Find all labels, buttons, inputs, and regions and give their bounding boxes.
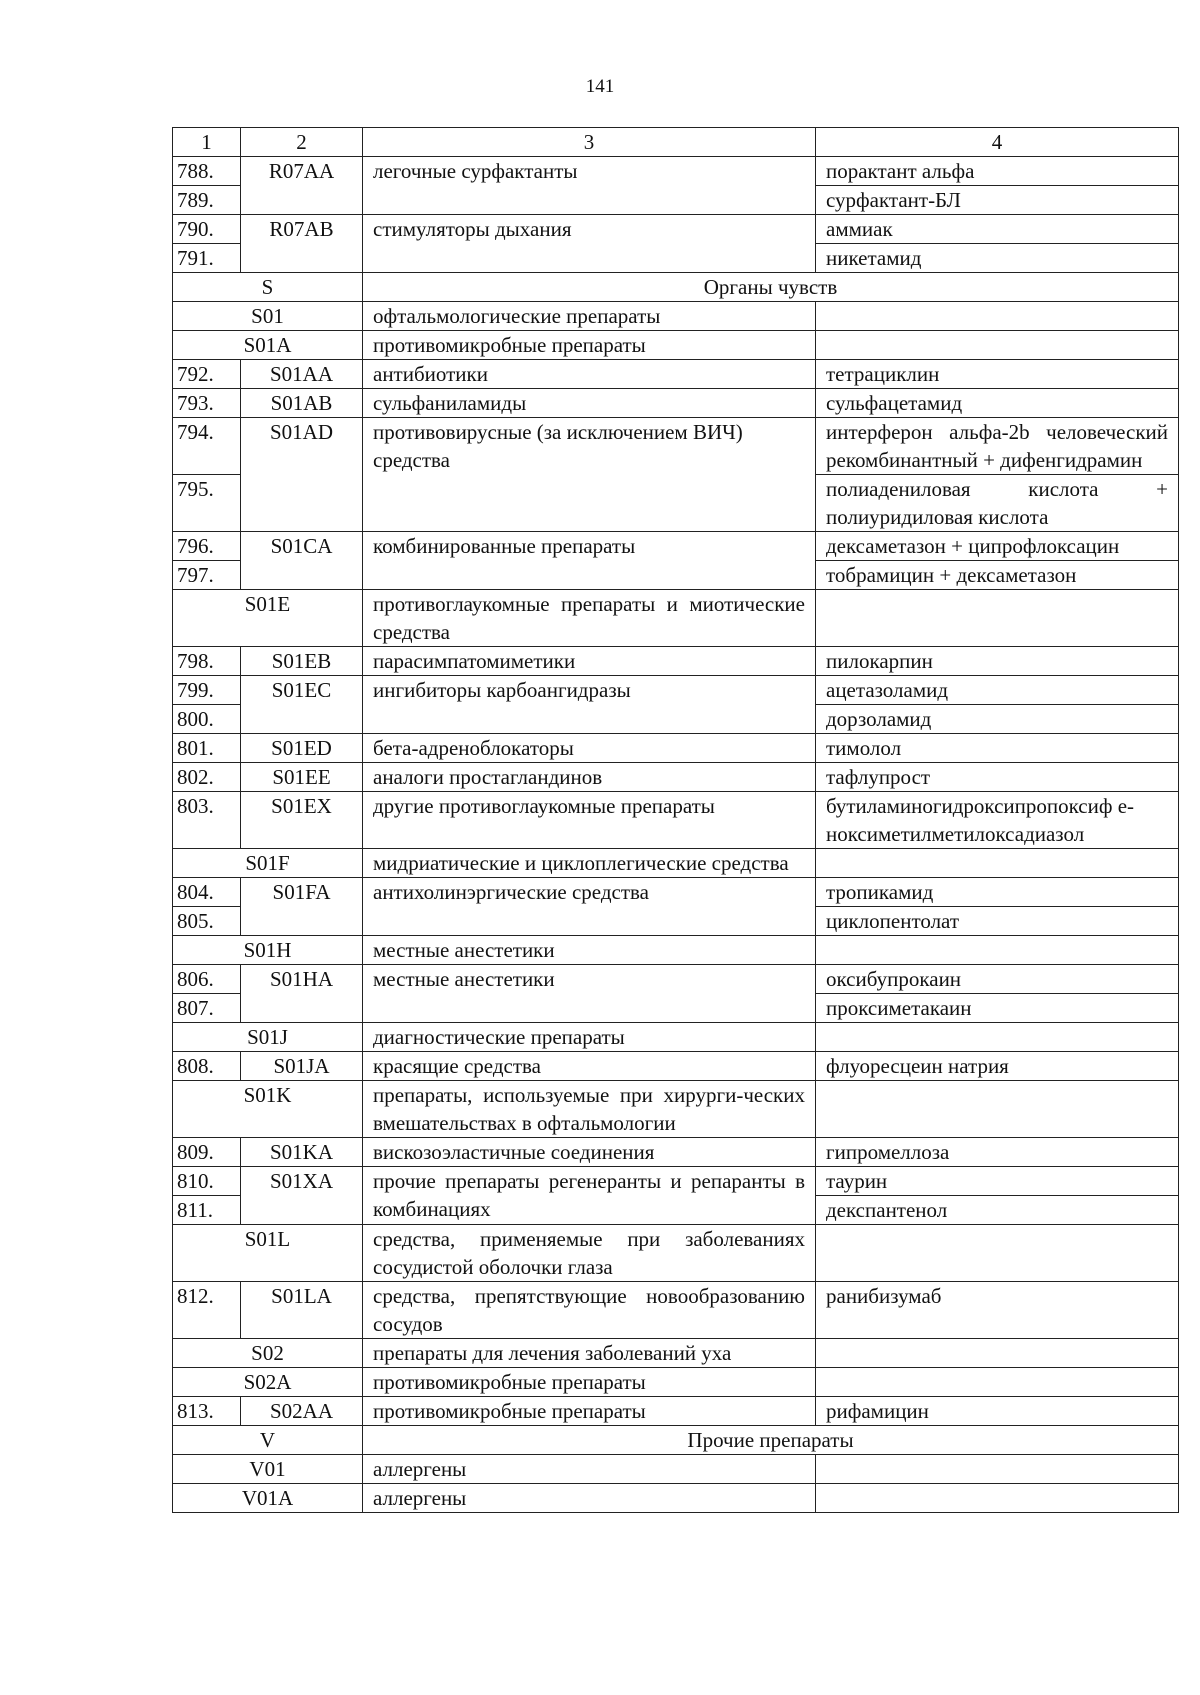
atc-code: S01EB: [241, 647, 363, 676]
section-code: S: [173, 273, 363, 302]
table-row: [173, 878, 1179, 907]
group-name: парасимпатомиметики: [363, 647, 816, 676]
subgroup-code: S01H: [173, 936, 363, 965]
row-number: 794.: [173, 418, 241, 475]
drug-name: таурин: [816, 1167, 1179, 1196]
row-number: 810.: [173, 1167, 241, 1196]
subgroup-row: [173, 849, 1179, 878]
table-row: [173, 186, 1179, 215]
subgroup-row: [173, 1023, 1179, 1052]
drug-name: порактант альфа: [816, 157, 1179, 186]
section-title: Органы чувств: [363, 273, 1179, 302]
drug-name: сульфацетамид: [816, 389, 1179, 418]
empty-cell: [816, 1339, 1179, 1368]
subgroup-row: [173, 1455, 1179, 1484]
subgroup-name: офтальмологические препараты: [363, 302, 816, 331]
subgroup-code: S02A: [173, 1368, 363, 1397]
atc-code: S01XA: [241, 1167, 363, 1225]
page-number: 141: [585, 76, 615, 97]
atc-code-empty: [241, 186, 363, 215]
header-row: [173, 128, 1179, 157]
table-row: [173, 532, 1179, 561]
row-number: 806.: [173, 965, 241, 994]
subgroup-code: S01J: [173, 1023, 363, 1052]
row-number: 796.: [173, 532, 241, 561]
atc-code-empty: [241, 994, 363, 1023]
table-row: [173, 1167, 1179, 1196]
drug-name: флуоресцеин натрия: [816, 1052, 1179, 1081]
group-name: антихолинэргические средства: [363, 878, 816, 907]
atc-code: S01EE: [241, 763, 363, 792]
drug-name: проксиметакаин: [816, 994, 1179, 1023]
table-row: [173, 360, 1179, 389]
drug-name: никетамид: [816, 244, 1179, 273]
drug-name: гипромеллоза: [816, 1138, 1179, 1167]
row-number: 802.: [173, 763, 241, 792]
atc-code: R07AB: [241, 215, 363, 244]
subgroup-code: S01K: [173, 1081, 363, 1138]
row-number: 811.: [173, 1196, 241, 1225]
row-number: 800.: [173, 705, 241, 734]
group-name-empty: [363, 244, 816, 273]
atc-code-empty: [241, 244, 363, 273]
group-name-empty: [363, 705, 816, 734]
empty-cell: [816, 1484, 1179, 1513]
drug-name: тетрациклин: [816, 360, 1179, 389]
group-name: сульфаниламиды: [363, 389, 816, 418]
subgroup-row: [173, 1484, 1179, 1513]
row-number: 801.: [173, 734, 241, 763]
header-col-1: 1: [173, 128, 241, 157]
table-row: [173, 1052, 1179, 1081]
drug-name: рифамицин: [816, 1397, 1179, 1426]
table-row: [173, 647, 1179, 676]
drug-name: бутиламиногидроксипропоксиф е-ноксиметилметилоксадиазол: [816, 792, 1179, 849]
table-row: [173, 705, 1179, 734]
subgroup-row: [173, 590, 1179, 647]
subgroup-name: противомикробные препараты: [363, 1368, 816, 1397]
drug-name: ранибизумаб: [816, 1282, 1179, 1339]
header-col-3: 3: [363, 128, 816, 157]
group-name: противомикробные препараты: [363, 1397, 816, 1426]
atc-code-empty: [241, 475, 363, 532]
group-name: другие противоглаукомные препараты: [363, 792, 816, 849]
table-row: [173, 475, 1179, 532]
atc-code: S01JA: [241, 1052, 363, 1081]
drug-name: тобрамицин + дексаметазон: [816, 561, 1179, 590]
row-number: 792.: [173, 360, 241, 389]
subgroup-name: препараты для лечения заболеваний уха: [363, 1339, 816, 1368]
subgroup-code: S01: [173, 302, 363, 331]
subgroup-name: противомикробные препараты: [363, 331, 816, 360]
row-number: 799.: [173, 676, 241, 705]
group-name: противовирусные (за исключением ВИЧ) средства: [363, 418, 816, 475]
atc-code: S01LA: [241, 1282, 363, 1339]
subgroup-code: S01A: [173, 331, 363, 360]
drug-name: сурфактант-БЛ: [816, 186, 1179, 215]
atc-code: S01AA: [241, 360, 363, 389]
drug-name: дорзоламид: [816, 705, 1179, 734]
drug-name: оксибупрокаин: [816, 965, 1179, 994]
drug-name: полиадениловая кислота + полиуридиловая кислота: [816, 475, 1179, 532]
row-number: 805.: [173, 907, 241, 936]
subgroup-code: S01L: [173, 1225, 363, 1282]
atc-code: S01KA: [241, 1138, 363, 1167]
subgroup-row: [173, 1225, 1179, 1282]
table-row: [173, 389, 1179, 418]
group-name-empty: [363, 907, 816, 936]
atc-code: R07AA: [241, 157, 363, 186]
table-row: [173, 1138, 1179, 1167]
row-number: 790.: [173, 215, 241, 244]
atc-code: S01CA: [241, 532, 363, 561]
subgroup-row: [173, 936, 1179, 965]
table-row: [173, 994, 1179, 1023]
row-number: 788.: [173, 157, 241, 186]
row-number: 808.: [173, 1052, 241, 1081]
group-name: легочные сурфактанты: [363, 157, 816, 186]
subgroup-name: препараты, используемые при хирурги-ческих вмешательствах в офтальмологии: [363, 1081, 816, 1138]
subgroup-name: средства, применяемые при заболеваниях сосудистой оболочки глаза: [363, 1225, 816, 1282]
subgroup-name: местные анестетики: [363, 936, 816, 965]
atc-code: S01ED: [241, 734, 363, 763]
drug-classification-table: [172, 127, 1179, 1513]
table-row: [173, 965, 1179, 994]
drug-name: тафлупрост: [816, 763, 1179, 792]
subgroup-row: [173, 331, 1179, 360]
table-row: [173, 676, 1179, 705]
empty-cell: [816, 936, 1179, 965]
atc-code: S01EX: [241, 792, 363, 849]
subgroup-code: V01: [173, 1455, 363, 1484]
row-number: 809.: [173, 1138, 241, 1167]
row-number: 812.: [173, 1282, 241, 1339]
subgroup-row: [173, 1081, 1179, 1138]
empty-cell: [816, 1023, 1179, 1052]
atc-code: S01EC: [241, 676, 363, 705]
subgroup-name: противоглаукомные препараты и миотические средства: [363, 590, 816, 647]
atc-code: S01FA: [241, 878, 363, 907]
section-title: Прочие препараты: [363, 1426, 1179, 1455]
drug-name: тропикамид: [816, 878, 1179, 907]
section-row: [173, 1426, 1179, 1455]
subgroup-code: V01A: [173, 1484, 363, 1513]
table-row: [173, 1282, 1179, 1339]
row-number: 789.: [173, 186, 241, 215]
drug-name: дексаметазон + ципрофлоксацин: [816, 532, 1179, 561]
table-row: [173, 157, 1179, 186]
header-col-4: 4: [816, 128, 1179, 157]
drug-name: циклопентолат: [816, 907, 1179, 936]
atc-code-empty: [241, 907, 363, 936]
group-name-empty: [363, 994, 816, 1023]
group-name: антибиотики: [363, 360, 816, 389]
group-name-empty: [363, 186, 816, 215]
subgroup-row: [173, 302, 1179, 331]
subgroup-name: мидриатические и циклоплегические средства: [363, 849, 816, 878]
group-name: аналоги простагландинов: [363, 763, 816, 792]
table-row: [173, 561, 1179, 590]
group-name: бета-адреноблокаторы: [363, 734, 816, 763]
table-row: [173, 1397, 1179, 1426]
group-name: комбинированные препараты: [363, 532, 816, 561]
empty-cell: [816, 849, 1179, 878]
group-name: местные анестетики: [363, 965, 816, 994]
table-row: [173, 792, 1179, 849]
subgroup-code: S01F: [173, 849, 363, 878]
atc-code: S01HA: [241, 965, 363, 994]
section-code: V: [173, 1426, 363, 1455]
group-name-empty: [363, 561, 816, 590]
table-row: [173, 734, 1179, 763]
table-row: [173, 215, 1179, 244]
row-number: 803.: [173, 792, 241, 849]
header-col-2: 2: [241, 128, 363, 157]
empty-cell: [816, 302, 1179, 331]
row-number: 793.: [173, 389, 241, 418]
row-number: 807.: [173, 994, 241, 1023]
drug-name: ацетазоламид: [816, 676, 1179, 705]
row-number: 791.: [173, 244, 241, 273]
table-row: [173, 418, 1179, 475]
table-row: [173, 763, 1179, 792]
row-number: 798.: [173, 647, 241, 676]
empty-cell: [816, 1455, 1179, 1484]
row-number: 804.: [173, 878, 241, 907]
subgroup-name: диагностические препараты: [363, 1023, 816, 1052]
drug-name: интерферон альфа-2b человеческий рекомбинантный + дифенгидрамин: [816, 418, 1179, 475]
group-name: ингибиторы карбоангидразы: [363, 676, 816, 705]
subgroup-name: аллергены: [363, 1484, 816, 1513]
drug-name: декспантенол: [816, 1196, 1179, 1225]
subgroup-row: [173, 1339, 1179, 1368]
atc-code: S01AB: [241, 389, 363, 418]
atc-code: S01AD: [241, 418, 363, 475]
section-row: [173, 273, 1179, 302]
atc-code-empty: [241, 705, 363, 734]
drug-name: пилокарпин: [816, 647, 1179, 676]
empty-cell: [816, 590, 1179, 647]
atc-code-empty: [241, 561, 363, 590]
row-number: 813.: [173, 1397, 241, 1426]
empty-cell: [816, 1368, 1179, 1397]
drug-name: тимолол: [816, 734, 1179, 763]
empty-cell: [816, 331, 1179, 360]
group-name: вискозоэластичные соединения: [363, 1138, 816, 1167]
drug-name: аммиак: [816, 215, 1179, 244]
empty-cell: [816, 1081, 1179, 1138]
group-name: стимуляторы дыхания: [363, 215, 816, 244]
group-name-empty: [363, 475, 816, 532]
group-name: красящие средства: [363, 1052, 816, 1081]
empty-cell: [816, 1225, 1179, 1282]
table-row: [173, 244, 1179, 273]
subgroup-row: [173, 1368, 1179, 1397]
row-number: 797.: [173, 561, 241, 590]
atc-code: S02AA: [241, 1397, 363, 1426]
subgroup-code: S02: [173, 1339, 363, 1368]
table-row: [173, 907, 1179, 936]
subgroup-code: S01E: [173, 590, 363, 647]
group-name: прочие препараты регенеранты и репаранты в комбинациях: [363, 1167, 816, 1225]
group-name: средства, препятствующие новообразованию сосудов: [363, 1282, 816, 1339]
subgroup-name: аллергены: [363, 1455, 816, 1484]
row-number: 795.: [173, 475, 241, 532]
